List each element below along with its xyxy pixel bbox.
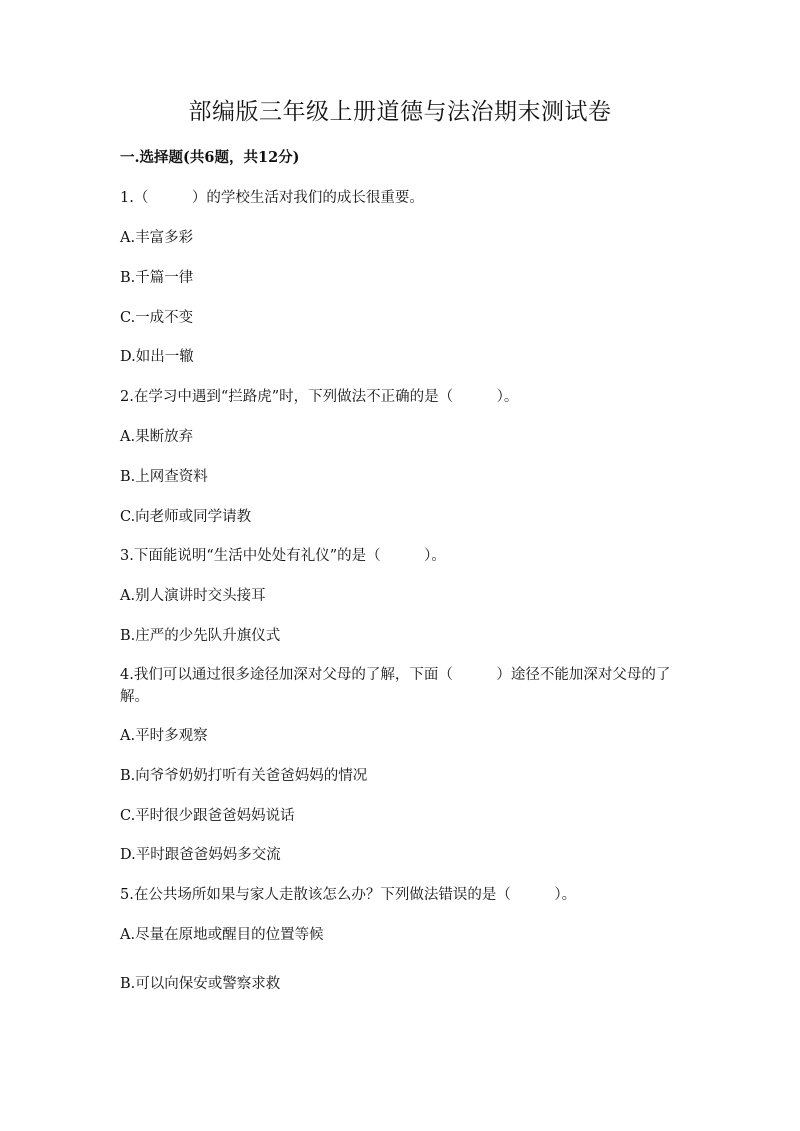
answer-option: B.上网查资料 xyxy=(120,469,208,485)
answer-option: B.庄严的少先队升旗仪式 xyxy=(120,628,281,644)
section-heading: 一.选择题(共6题，共12分) xyxy=(120,149,300,166)
answer-option: B.可以向保安或警察求救 xyxy=(120,976,281,992)
answer-option: B.千篇一律 xyxy=(120,270,194,286)
answer-option: C.向老师或同学请教 xyxy=(120,509,252,525)
answer-option: D.如出一辙 xyxy=(120,349,194,365)
answer-option: B.向爷爷奶奶打听有关爸爸妈妈的情况 xyxy=(120,768,368,784)
answer-option: C.平时很少跟爸爸妈妈说话 xyxy=(120,808,295,824)
question-stem: 5.在公共场所如果与家人走散该怎么办？下列做法错误的是（ ）。 xyxy=(120,887,577,903)
question-stem: 4.我们可以通过很多途径加深对父母的了解，下面（ ）途径不能加深对父母的了解。 xyxy=(120,667,671,705)
answer-option: A.丰富多彩 xyxy=(120,230,194,246)
answer-option: A.平时多观察 xyxy=(120,728,208,744)
answer-option: A.尽量在原地或醒目的位置等候 xyxy=(120,927,324,943)
page-title: 部编版三年级上册道德与法治期末测试卷 xyxy=(188,99,612,125)
answer-option: A.别人演讲时交头接耳 xyxy=(120,588,266,604)
answer-option: D.平时跟爸爸妈妈多交流 xyxy=(120,847,281,863)
answer-option: C.一成不变 xyxy=(120,310,194,326)
question-stem: 2.在学习中遇到“拦路虎”时，下列做法不正确的是（ ）。 xyxy=(120,389,519,405)
question-stem: 3.下面能说明“生活中处处有礼仪”的是（ ）。 xyxy=(120,548,446,564)
answer-option: A.果断放弃 xyxy=(120,429,194,445)
question-stem: 1.（ ）的学校生活对我们的成长很重要。 xyxy=(120,190,424,206)
